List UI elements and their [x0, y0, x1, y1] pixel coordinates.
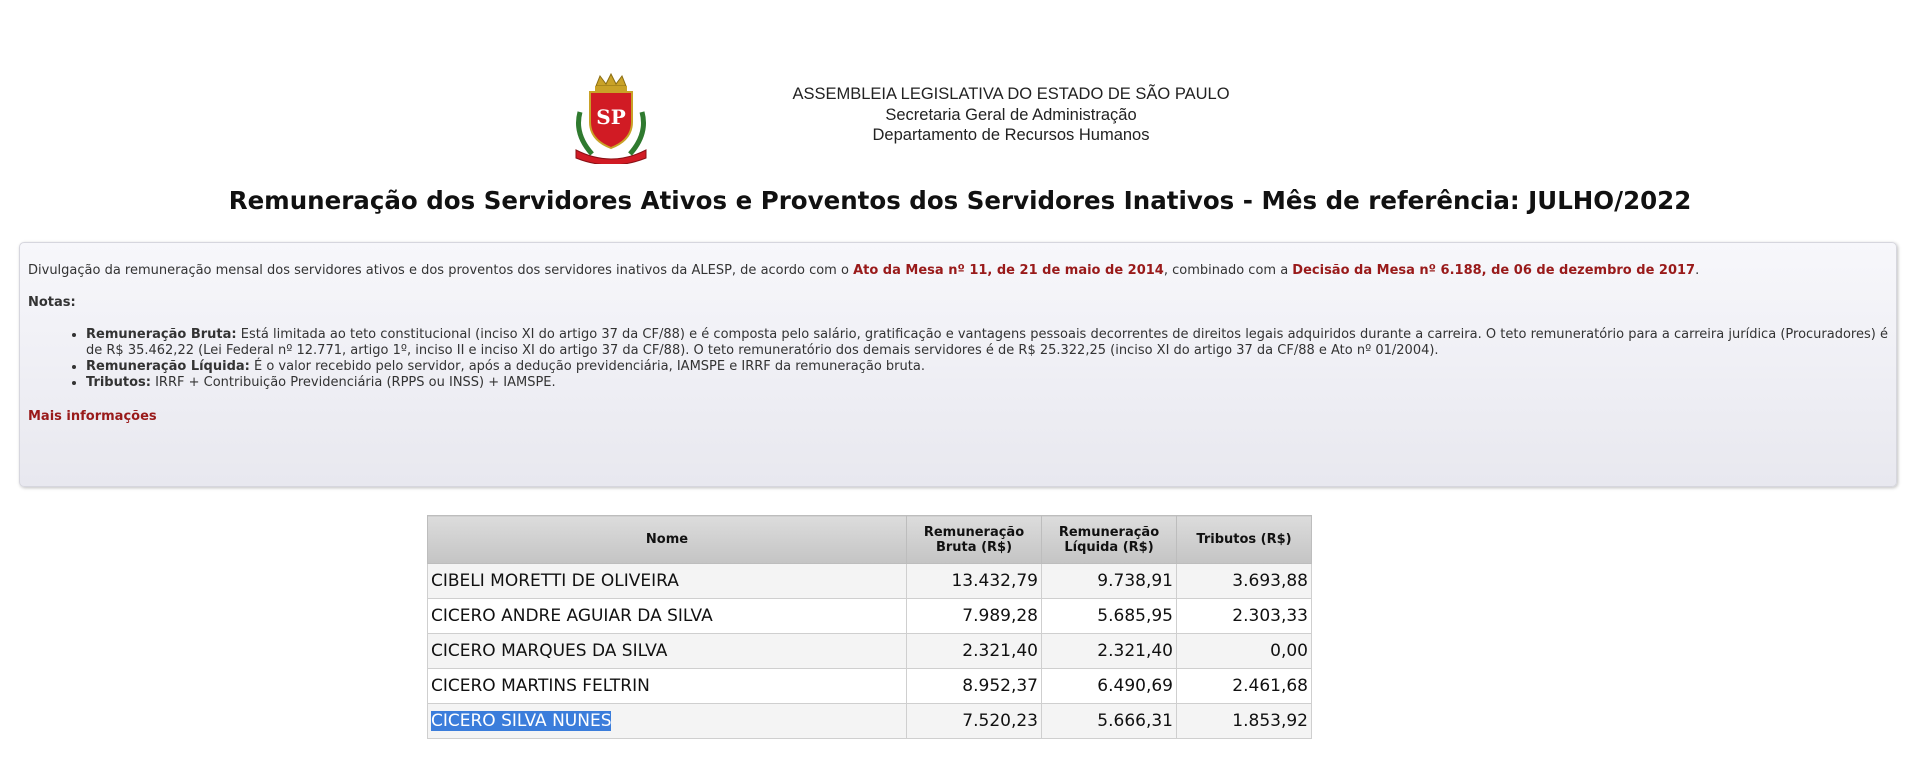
cell-tax: 1.853,92 — [1177, 704, 1312, 739]
note-text: IRRF + Contribuição Previdenciária (RPPS ou INSS) + IAMSPE. — [150, 375, 556, 390]
cell-name: CIBELI MORETTI DE OLIVEIRA — [428, 564, 907, 599]
table-row[interactable] — [428, 704, 1312, 739]
cell-tax: 0,00 — [1177, 634, 1312, 669]
table-row[interactable] — [428, 634, 1312, 669]
cell-name — [428, 704, 907, 739]
column-header-tax[interactable]: Tributos (R$) — [1177, 516, 1312, 564]
organization-block — [746, 84, 1276, 146]
note-text: É o valor recebido pelo servidor, após a dedução previdenciária, IAMSPE e IRRF da remuneração bruta. — [249, 359, 925, 374]
note-remuneracao-bruta — [86, 327, 1888, 359]
cell-net: 2.321,40 — [1042, 634, 1177, 669]
org-secretariat: Secretaria Geral de Administração — [885, 105, 1137, 124]
intro-text-3: . — [1695, 263, 1700, 278]
table-row[interactable] — [428, 669, 1312, 704]
cell-net: 9.738,91 — [1042, 564, 1177, 599]
intro-text-1: Divulgação da remuneração mensal dos servidores ativos e dos proventos dos servidores inativos da ALESP, de acordo com o — [28, 263, 854, 278]
cell-gross: 8.952,37 — [907, 669, 1042, 704]
notes-list — [28, 327, 1888, 391]
org-department: Departamento de Recursos Humanos — [872, 126, 1150, 144]
ato-da-mesa-link[interactable]: Ato da Mesa nº 11, de 21 de maio de 2014 — [853, 263, 1164, 278]
note-remuneracao-liquida — [86, 359, 1888, 375]
note-text: Está limitada ao teto constitucional (inciso XI do artigo 37 da CF/88) e é composta pelo salário, gratificação e vantagens pessoais decorrentes de direitos legais adquiridos durante a carreira. O teto remuneratório para a carreira jurídica (Procuradores) é de R$ 35.462,22 (Lei Federal nº 12.771, artigo 1º, inciso II e inciso XI do artigo 37 da CF/88). O teto remuneratório dos demais servidores é de R$ 25.322,25 (inciso XI do artigo 37 da CF/88 e Ato nº 01/2004). — [86, 327, 1888, 358]
intro-text-2: , combinado com a — [1163, 263, 1293, 278]
table-row[interactable] — [428, 599, 1312, 634]
column-header-gross[interactable]: Remuneração Bruta (R$) — [907, 516, 1042, 564]
page-title: Remuneração dos Servidores Ativos e Proventos dos Servidores Inativos - Mês de referência: JULHO/2022 — [228, 186, 1692, 215]
note-term: Remuneração Bruta: — [86, 327, 237, 342]
salary-table — [427, 515, 1312, 739]
info-box — [19, 242, 1897, 487]
cell-tax: 2.303,33 — [1177, 599, 1312, 634]
notes-title: Notas: — [28, 295, 76, 310]
column-header-name[interactable]: Nome — [428, 516, 907, 564]
cell-tax: 3.693,88 — [1177, 564, 1312, 599]
cell-gross: 7.520,23 — [907, 704, 1042, 739]
cell-gross: 7.989,28 — [907, 599, 1042, 634]
note-tributos — [86, 375, 1888, 391]
table-row[interactable] — [428, 564, 1312, 599]
cell-gross: 13.432,79 — [907, 564, 1042, 599]
cell-net: 5.666,31 — [1042, 704, 1177, 739]
cell-net: 6.490,69 — [1042, 669, 1177, 704]
decisao-da-mesa-link[interactable]: Decisão da Mesa nº 6.188, de 06 de dezembro de 2017 — [1292, 263, 1696, 278]
cell-name: CICERO MARTINS FELTRIN — [428, 669, 907, 704]
cell-name: CICERO MARQUES DA SILVA — [428, 634, 907, 669]
note-term: Tributos: — [86, 375, 151, 390]
logo-letters: SP — [596, 105, 626, 129]
column-header-net[interactable]: Remuneração Líquida (R$) — [1042, 516, 1177, 564]
org-name: ASSEMBLEIA LEGISLATIVA DO ESTADO DE SÃO PAULO — [792, 85, 1230, 103]
selected-text[interactable]: CICERO SILVA NUNES — [431, 711, 612, 731]
more-info-link[interactable]: Mais informações — [28, 409, 157, 424]
header — [566, 72, 656, 164]
table-header-row — [428, 516, 1312, 564]
cell-tax: 2.461,68 — [1177, 669, 1312, 704]
cell-name: CICERO ANDRE AGUIAR DA SILVA — [428, 599, 907, 634]
cell-net: 5.685,95 — [1042, 599, 1177, 634]
cell-gross: 2.321,40 — [907, 634, 1042, 669]
intro-paragraph — [28, 263, 1888, 279]
note-term: Remuneração Líquida: — [86, 359, 250, 374]
sp-coat-of-arms-icon — [566, 72, 656, 164]
